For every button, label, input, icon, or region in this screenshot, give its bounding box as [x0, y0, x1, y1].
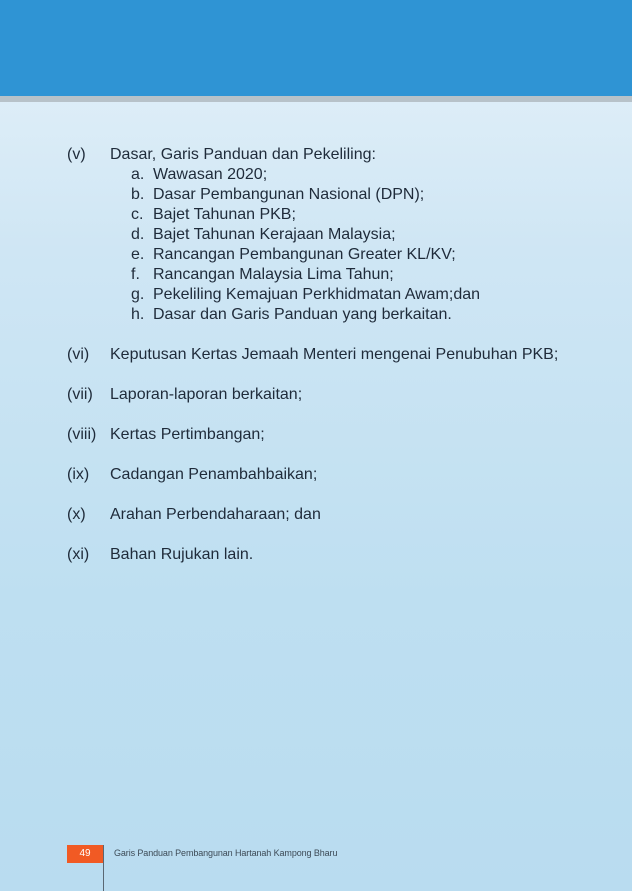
- sub-list-item: [110, 285, 567, 305]
- sub-text: Wawasan 2020;: [153, 166, 268, 183]
- item-number: (v): [67, 146, 86, 163]
- list-item-viii: [67, 425, 567, 445]
- sub-text: Bajet Tahunan PKB;: [153, 206, 296, 223]
- page-number-badge: 49: [67, 845, 103, 863]
- sub-list-item: [110, 265, 567, 285]
- sub-letter: g.: [131, 286, 145, 303]
- item-number: (vi): [67, 346, 90, 363]
- sub-letter: a.: [131, 166, 145, 183]
- sub-letter: b.: [131, 186, 145, 203]
- list-item-xi: [67, 545, 567, 565]
- sub-text: Dasar Pembangunan Nasional (DPN);: [153, 186, 425, 203]
- item-number: (ix): [67, 466, 90, 483]
- header-rule: [0, 96, 632, 102]
- document-body: [67, 145, 567, 585]
- item-text: Laporan-laporan berkaitan;: [110, 386, 303, 403]
- list-item-vii: [67, 385, 567, 405]
- item-text: Bahan Rujukan lain.: [110, 546, 254, 563]
- sub-list-item: [110, 225, 567, 245]
- sub-text: Bajet Tahunan Kerajaan Malaysia;: [153, 226, 396, 243]
- sub-text: Pekeliling Kemajuan Perkhidmatan Awam;dan: [153, 286, 481, 303]
- item-text: Cadangan Penambahbaikan;: [110, 466, 318, 483]
- list-item-vi: [67, 345, 567, 365]
- list-item-ix: [67, 465, 567, 485]
- sub-list-item: [110, 245, 567, 265]
- item-text: Dasar, Garis Panduan dan Pekeliling:: [110, 146, 376, 163]
- sub-text: Dasar dan Garis Panduan yang berkaitan.: [153, 306, 452, 323]
- sub-letter: d.: [131, 226, 145, 243]
- sub-list-item: [110, 305, 567, 325]
- list-item-x: [67, 505, 567, 525]
- sub-letter: f.: [131, 266, 140, 283]
- sub-list-item: [110, 165, 567, 185]
- item-text: Arahan Perbendaharaan; dan: [110, 506, 321, 523]
- footer-title: Garis Panduan Pembangunan Hartanah Kampong Bharu: [114, 848, 338, 858]
- footer-divider: [103, 845, 104, 891]
- sub-list-item: [110, 185, 567, 205]
- sub-letter: c.: [131, 206, 144, 223]
- sub-text: Rancangan Pembangunan Greater KL/KV;: [153, 246, 456, 263]
- item-number: (viii): [67, 426, 97, 443]
- item-text: Keputusan Kertas Jemaah Menteri mengenai Penubuhan PKB;: [110, 346, 559, 363]
- sub-list: [110, 165, 567, 325]
- item-number: (vii): [67, 386, 93, 403]
- header-band: [0, 0, 632, 96]
- item-number: (x): [67, 506, 86, 523]
- sub-list-item: [110, 205, 567, 225]
- sub-letter: h.: [131, 306, 145, 323]
- sub-letter: e.: [131, 246, 145, 263]
- list-item-v: [67, 145, 567, 325]
- item-text: Kertas Pertimbangan;: [110, 426, 265, 443]
- item-number: (xi): [67, 546, 90, 563]
- sub-text: Rancangan Malaysia Lima Tahun;: [153, 266, 394, 283]
